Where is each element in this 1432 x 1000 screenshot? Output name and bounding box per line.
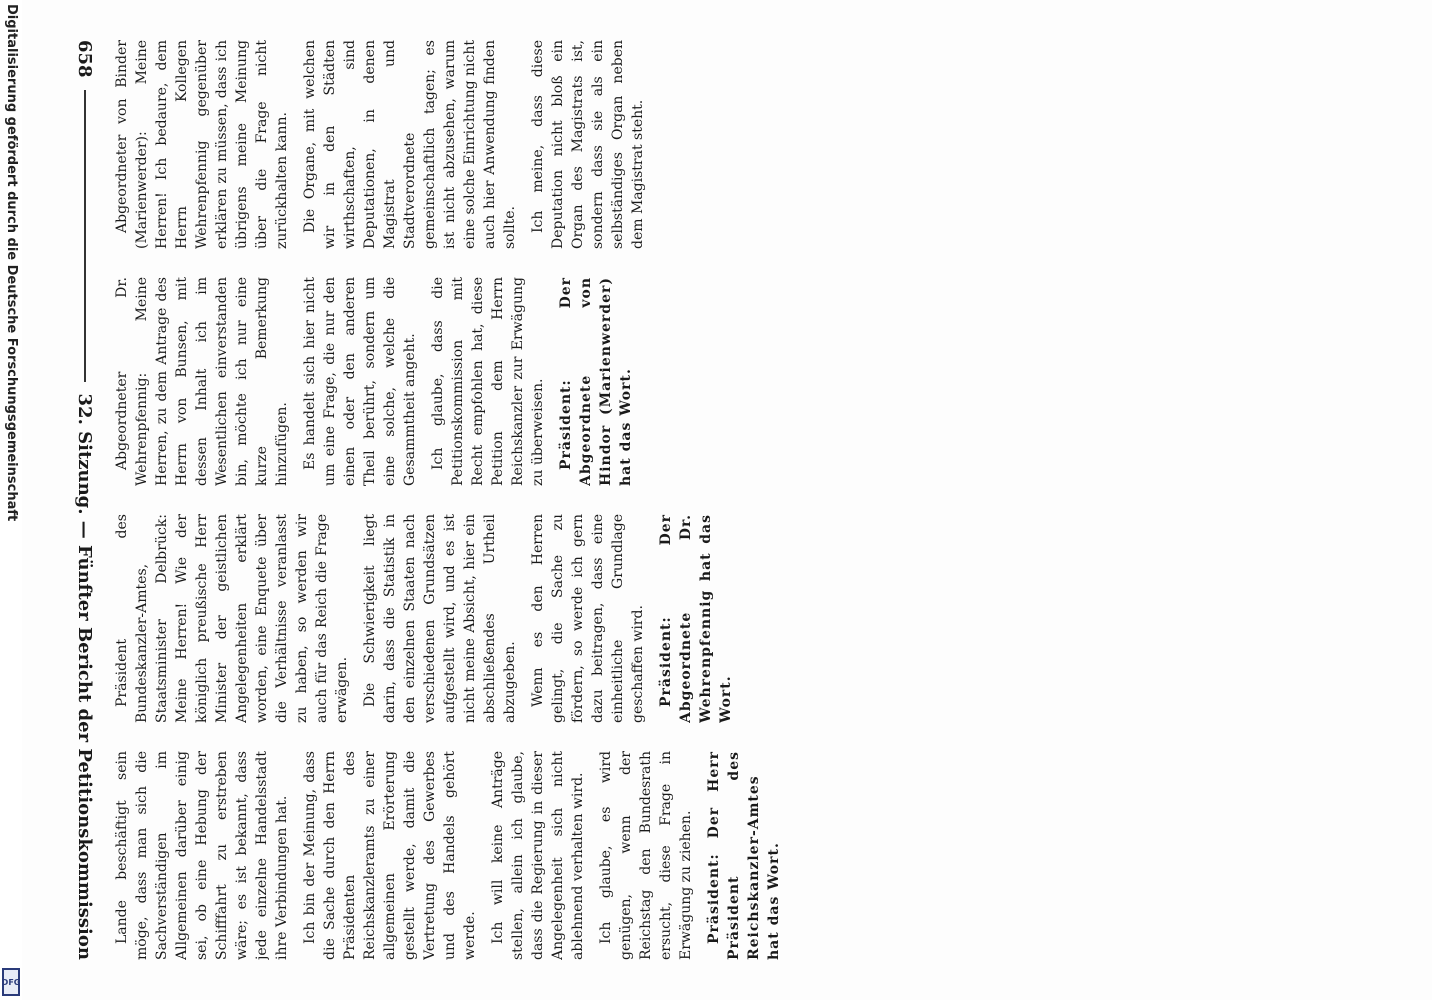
paragraph: Abgeordneter von Binder (Marienwerder): Meine Herren! Ich bedaure, dem Herrn Kollegen Wehrenpfennig gegenüber erklären zu müssen, dass ich übrigens meine Meinung über die Frage nicht zurückhalten kann.: [114, 40, 290, 249]
page-number: 658: [74, 40, 96, 78]
page-header: [70, 40, 100, 960]
speaker-line: Präsident: Der Abgeordnete von Hindor (Marienwerder) hat das Wort.: [558, 277, 634, 486]
speaker-line: Präsident: Der Abgeordnete Dr. Wehrenpfennig hat das Wort.: [658, 514, 734, 723]
speaker-line: Präsident: Der Herr Präsident des Reichskanzler-Amtes hat das Wort.: [706, 751, 782, 960]
paragraph: Die Schwierigkeit liegt darin, dass die Statistik in den einzelnen Staaten nach verschiedenen Grundsätzen aufgestellt wird, und es ist nicht meine Absicht, hier ein abschließendes Urtheil abzugeben.: [362, 514, 518, 723]
column-4: [112, 40, 1362, 249]
dfg-logo: DFG: [2, 968, 20, 996]
paragraph: Die Organe, mit welchen wir in den Städten wirthschaften, sind Deputationen, in denen Magistrat und Stadtverordnete gemeinschaftlich tagen; es ist nicht abzusehen, warum eine solche Einrichtung nicht auch hier Anwendung finden sollte.: [302, 40, 518, 249]
text-columns: [112, 40, 1362, 960]
column-1: [112, 751, 1362, 960]
paragraph: Es handelt sich hier nicht um eine Frage, die nur den einen oder den anderen Theil berührt, sondern um eine solche, welche die Gesammtheit angeht.: [302, 277, 418, 486]
footer-credit: Digitalisierung gefördert durch die Deutsche Forschungsgemeinschaft: [4, 4, 19, 522]
column-2: [112, 514, 1362, 723]
header-rule: [84, 90, 86, 382]
paragraph: Abgeordneter Dr. Wehrenpfennig: Meine Herren, zu dem Antrage des Herrn von Bunsen, mit dessen Inhalt ich im Wesentlichen einverstanden bin, möchte ich nur eine kurze Bemerkung hinzufügen.: [114, 277, 290, 486]
paragraph: Ich glaube, dass die Petitionskommission mit Recht empfohlen hat, diese Petition dem Herrn Reichskanzler zur Erwägung zu überweisen.: [430, 277, 546, 486]
column-3: [112, 277, 1362, 486]
paragraph: Präsident des Bundeskanzler-Amtes, Staatsminister Delbrück: Meine Herren! Wie der königlich preußische Herr Minister der geistlichen Angelegenheiten erklärt worden, eine Enquete über die Verhältnisse veranlasst zu haben, so werden wir auch für das Reich die Frage erwägen.: [114, 514, 350, 723]
paragraph: Ich meine, dass diese Deputation nicht bloß ein Organ des Magistrats ist, sondern dass sie als ein selbständiges Organ neben dem Magistrat steht.: [530, 40, 646, 249]
footer: [0, 0, 22, 1000]
paragraph: Ich will keine Anträge stellen, allein ich glaube, dass die Regierung in dieser Angelegenheit sich nicht ablehnend verhalten wird.: [490, 751, 586, 960]
footer-band: [0, 0, 22, 1000]
paragraph: Ich glaube, es wird genügen, wenn der Reichstag den Bundesrath ersucht, diese Frage in Erwägung zu ziehen.: [598, 751, 694, 960]
header-title: 32. Sitzung. — Fünfter Bericht der Petitionskommission: [74, 393, 96, 960]
paragraph: Lande beschäftigt sein möge, dass man sich die Sachverständigen im Allgemeinen darüber einig sei, ob eine Hebung der Schifffahrt zu erstreben wäre; es ist bekannt, dass jede einzelne Handelsstadt ihre Verbindungen hat.: [114, 751, 290, 960]
paragraph: Ich bin der Meinung, dass die Sache durch den Herrn Präsidenten des Reichskanzleramts zu einer allgemeinen Erörterung gestellt werde, damit die Vertretung des Gewerbes und des Handels gehört werde.: [302, 751, 478, 960]
paragraph: Wenn es den Herren gelingt, die Sache zu fördern, so werde ich gern dazu beitragen, dass eine einheitliche Grundlage geschaffen wird.: [530, 514, 646, 723]
